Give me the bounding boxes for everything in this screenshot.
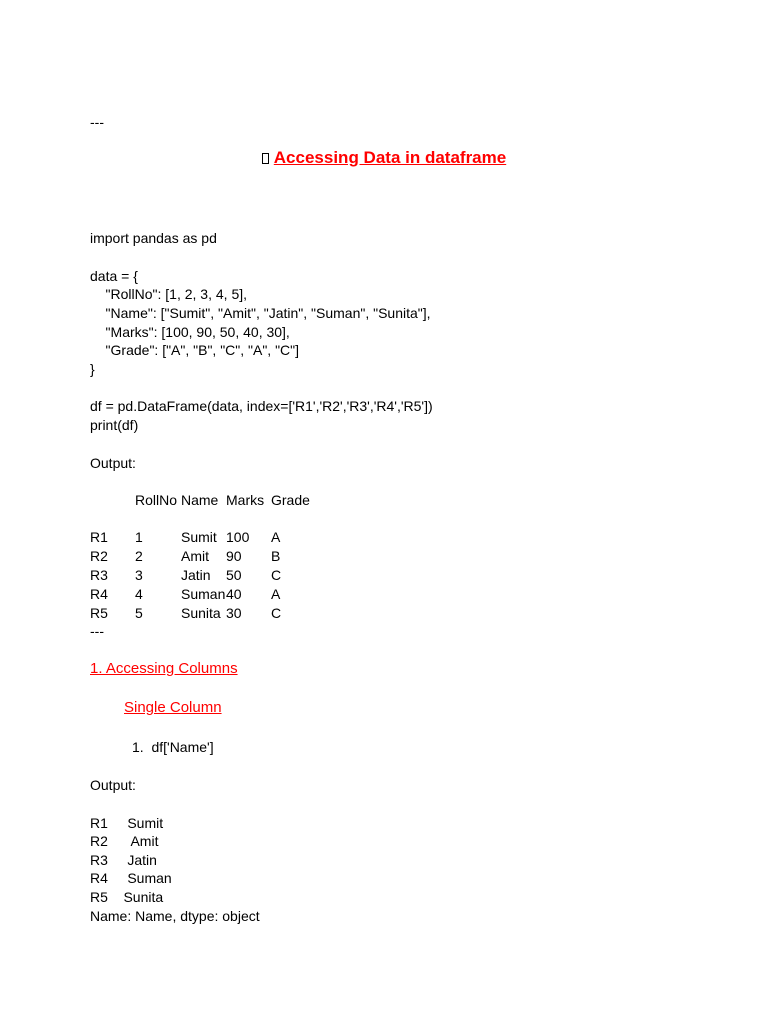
subsection-heading: Single Column (124, 699, 222, 716)
table-header: Grade (271, 492, 310, 508)
output-label: Output: (90, 455, 136, 471)
table-cell: Sumit (181, 529, 217, 545)
table-cell: R1 (90, 529, 108, 545)
series-row: R3 Jatin (90, 852, 157, 868)
code-line: "Name": ["Sumit", "Amit", "Jatin", "Suman", "Sunita"], (90, 305, 431, 321)
series-footer: Name: Name, dtype: object (90, 908, 260, 924)
code-line: df = pd.DataFrame(data, index=['R1','R2','R3','R4','R5']) (90, 398, 433, 414)
section-heading: 1. Accessing Columns (90, 660, 238, 677)
table-cell: A (271, 586, 281, 602)
table-cell: 4 (135, 586, 143, 602)
code-line: "RollNo": [1, 2, 3, 4, 5], (90, 286, 248, 302)
table-cell: R4 (90, 586, 108, 602)
table-cell: 5 (135, 605, 143, 621)
code-line: } (90, 361, 95, 377)
table-cell: R2 (90, 548, 108, 564)
table-cell: Amit (181, 548, 209, 564)
table-cell: Jatin (181, 567, 211, 583)
table-cell: 50 (226, 567, 242, 583)
page-title (0, 148, 768, 168)
code-line: import pandas as pd (90, 230, 217, 246)
table-header: RollNo (135, 492, 178, 508)
table-cell: 100 (226, 529, 250, 545)
table-cell: B (271, 548, 281, 564)
code-line: print(df) (90, 417, 139, 433)
table-cell: Suman (181, 586, 226, 602)
table-cell: 30 (226, 605, 242, 621)
page-title-text: Accessing Data in dataframe (273, 148, 507, 167)
output-label: Output: (90, 777, 136, 793)
series-row: R1 Sumit (90, 815, 164, 831)
separator-top: --- (90, 114, 104, 130)
missing-glyph-icon (262, 153, 269, 164)
table-header: Marks (226, 492, 265, 508)
separator-bottom: --- (90, 623, 104, 639)
table-cell: R5 (90, 605, 108, 621)
table-cell: 1 (135, 529, 143, 545)
list-item: 1. df['Name'] (132, 739, 214, 755)
table-cell: A (271, 529, 281, 545)
table-cell: 3 (135, 567, 143, 583)
code-line: "Marks": [100, 90, 50, 40, 30], (90, 324, 290, 340)
table-header: Name (181, 492, 219, 508)
table-cell: C (271, 605, 282, 621)
series-row: R4 Suman (90, 870, 172, 886)
code-line: "Grade": ["A", "B", "C", "A", "C"] (90, 342, 300, 358)
series-row: R5 Sunita (90, 889, 164, 905)
series-row: R2 Amit (90, 833, 159, 849)
table-cell: C (271, 567, 282, 583)
table-cell: 2 (135, 548, 143, 564)
table-cell: Sunita (181, 605, 221, 621)
code-line: data = { (90, 268, 138, 284)
table-cell: R3 (90, 567, 108, 583)
table-cell: 90 (226, 548, 242, 564)
table-cell: 40 (226, 586, 242, 602)
